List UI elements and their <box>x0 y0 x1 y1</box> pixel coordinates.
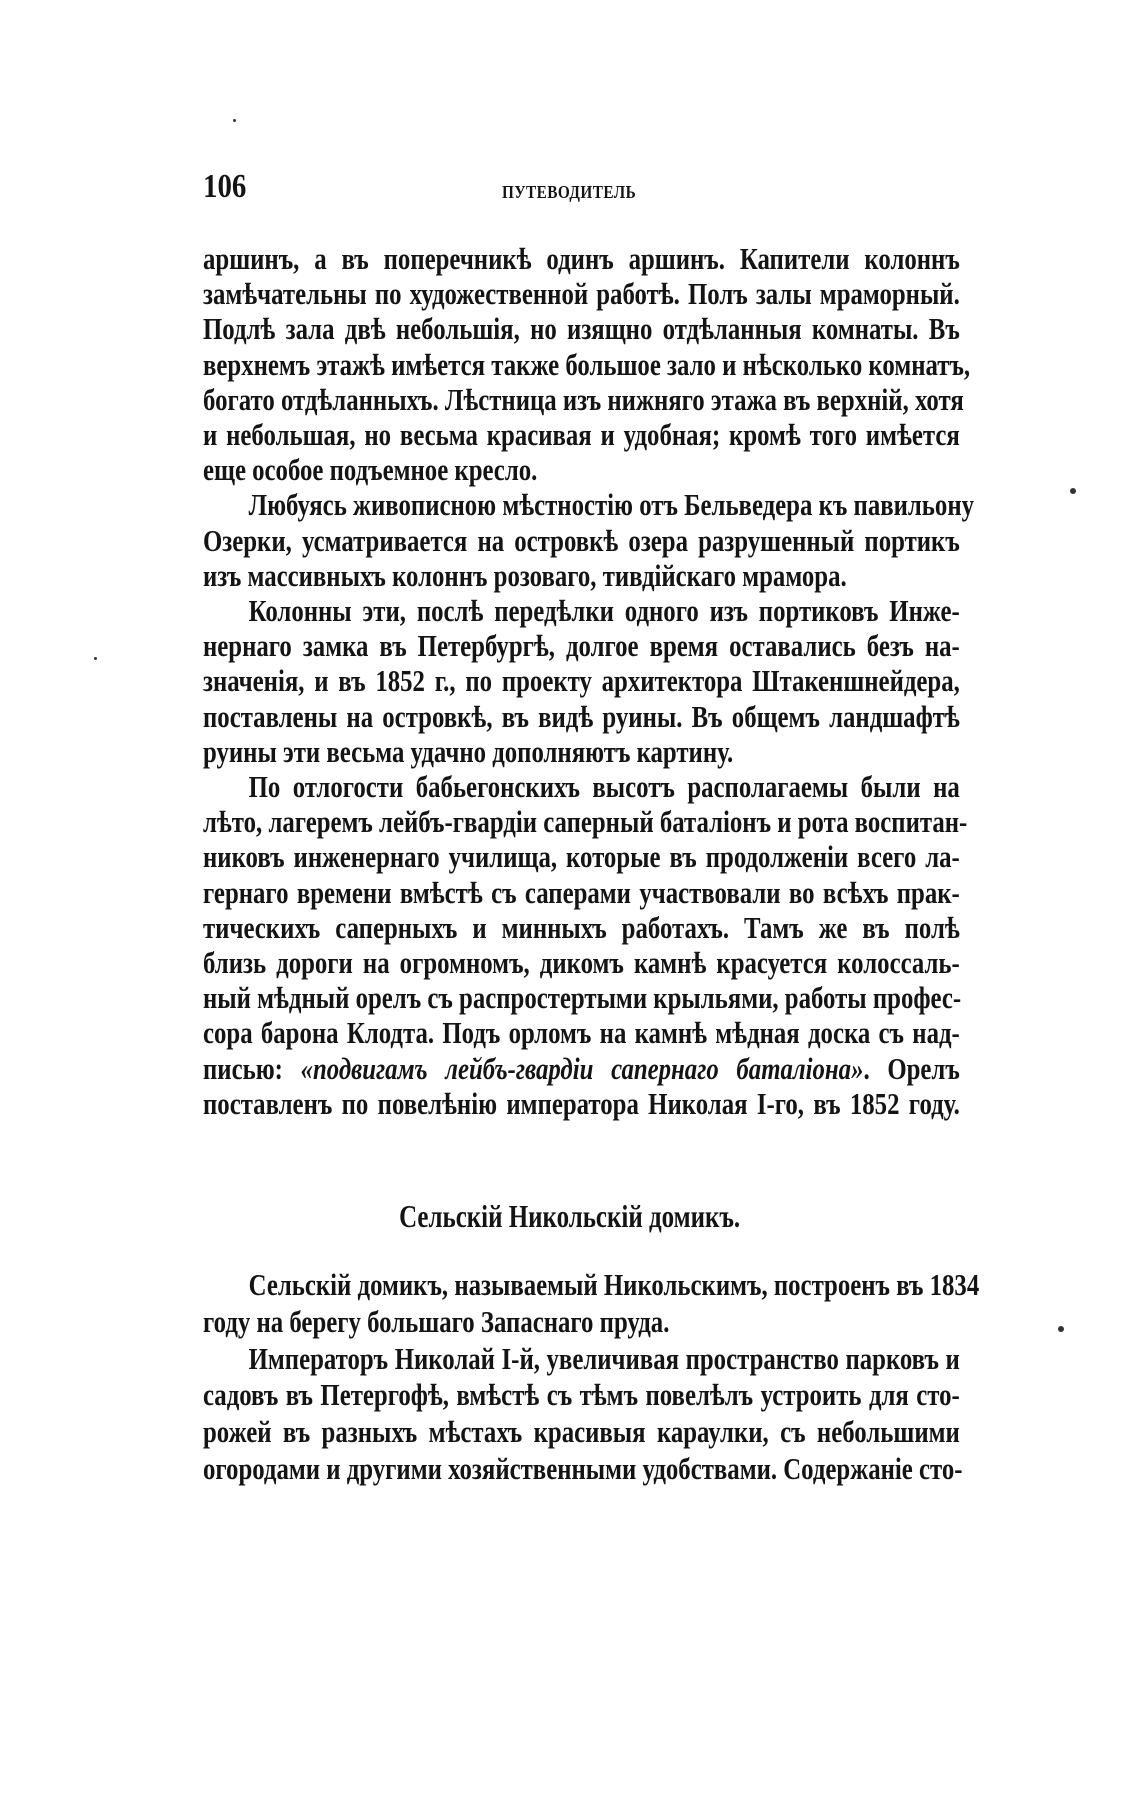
scan-speck <box>233 119 236 122</box>
text-line <box>203 769 960 804</box>
text-line <box>203 910 960 945</box>
line-text: Озерки, усматривается на островкѣ озера разрушенный портикъ <box>203 522 960 558</box>
text-line <box>203 452 960 487</box>
line-text: лѣто, лагеремъ лейбъ-гвардіи саперный баталіонъ и рота воспитан- <box>203 804 968 840</box>
scan-speck <box>1058 1326 1064 1332</box>
text-block-2 <box>203 1267 980 1488</box>
line-text: значенія, и въ 1852 г., по проекту архитектора Штакеншнейдера, <box>203 663 960 699</box>
line-text: еще особое подъемное кресло. <box>203 452 538 488</box>
text-line <box>203 417 960 452</box>
text-line <box>203 980 960 1015</box>
text-line <box>203 241 960 276</box>
text-line <box>203 1267 980 1304</box>
line-text: и небольшая, но весьма красивая и удобная; кромѣ того имѣется <box>203 417 960 453</box>
text-line <box>203 1450 963 1488</box>
text-line <box>203 1377 960 1414</box>
line-text: . Орелъ <box>863 1050 960 1086</box>
line-text: Сельскій домикъ, называемый Никольскимъ, построенъ въ 1834 <box>248 1267 980 1302</box>
text-line <box>203 734 960 769</box>
scan-speck <box>1070 488 1076 494</box>
text-line <box>203 558 960 593</box>
text-line <box>203 487 975 523</box>
running-title: ПУТЕВОДИТЕЛЬ <box>502 182 637 202</box>
text-line <box>203 1341 960 1378</box>
line-text: ный мѣдный орелъ съ распростертыми крыльями, работы профес- <box>203 980 962 1016</box>
line-text: руины эти весьма удачно дополняютъ картину. <box>203 733 734 769</box>
text-line <box>203 875 960 910</box>
line-text: поставленъ по повелѣнію императора Николая I-го, въ 1852 году. <box>203 1085 960 1121</box>
line-text: замѣчательны по художественной работѣ. Полъ залы мраморный. <box>203 276 960 312</box>
text-line <box>203 804 968 840</box>
text-line <box>203 1086 960 1121</box>
line-text: гернаго времени вмѣстѣ съ саперами участвовали во всѣхъ прак- <box>203 874 960 910</box>
text-line <box>203 593 960 628</box>
line-text: Любуясь живописною мѣстностію отъ Бельведера къ павильону <box>248 487 975 523</box>
text-line <box>203 276 960 311</box>
line-text: поставлены на островкѣ, въ видѣ руины. Въ общемъ ландшафтѣ <box>203 698 960 734</box>
text-line <box>203 1015 960 1050</box>
line-text: огородами и другими хозяйственными удобствами. Содержаніе сто- <box>203 1450 963 1486</box>
text-line <box>203 1051 960 1086</box>
text-line <box>203 1414 960 1451</box>
line-text: садовъ въ Петергофѣ, вмѣстѣ съ тѣмъ повелѣлъ устроить для сто- <box>203 1377 960 1413</box>
line-text: близь дороги на огромномъ, дикомъ камнѣ красуется колоссаль- <box>203 945 960 981</box>
text-line <box>203 945 960 980</box>
line-text: рожей въ разныхъ мѣстахъ красивыя караулки, съ небольшими <box>203 1414 960 1450</box>
line-text: сора барона Клодта. Подъ орломъ на камнѣ мѣдная доска съ над- <box>203 1015 960 1051</box>
line-text: Подлѣ зала двѣ небольшія, но изящно отдѣланныя комнаты. Въ <box>203 311 960 347</box>
text-line <box>203 699 960 734</box>
text-line <box>203 839 960 874</box>
line-text: году на берегу большаго Запаснаго пруда. <box>203 1303 670 1339</box>
line-text: аршинъ, а въ поперечникѣ одинъ аршинъ. Капители колоннъ <box>203 241 960 276</box>
line-text: нернаго замка въ Петербургѣ, долгое время оставались безъ на- <box>203 628 960 664</box>
line-text: верхнемъ этажѣ имѣется также большое зало и нѣсколько комнатъ, <box>203 346 971 382</box>
text-line <box>203 381 964 417</box>
section-heading <box>0 1198 1140 1235</box>
line-text: Колонны эти, послѣ передѣлки одного изъ портиковъ Инже- <box>248 593 960 629</box>
text-line <box>203 628 960 663</box>
text-line <box>203 1304 960 1341</box>
line-text: изъ массивныхъ колоннъ розоваго, тивдійскаго мрамора. <box>203 557 847 593</box>
line-text: тическихъ саперныхъ и минныхъ работахъ. Тамъ же въ полѣ <box>203 909 960 945</box>
section-heading-text: Сельскій Никольскій домикъ. <box>399 1198 741 1234</box>
line-text: По отлогости бабьегонскихъ высотъ располагаемы были на <box>248 769 960 805</box>
line-text: богато отдѣланныхъ. Лѣстница изъ нижняго этажа въ верхній, хотя <box>203 381 964 417</box>
scan-speck <box>94 657 97 660</box>
page-number: 106 <box>203 168 247 205</box>
text-line <box>203 311 960 346</box>
text-line <box>203 346 971 382</box>
text-line <box>203 523 960 558</box>
text-line <box>203 663 960 698</box>
italic-inscription: «подвигамъ лейбъ-гвардіи сапернаго баталіона» <box>300 1050 864 1086</box>
line-text: писью: <box>203 1050 301 1086</box>
line-text: Императоръ Николай I-й, увеличивая пространство парковъ и <box>248 1340 960 1376</box>
line-text: никовъ инженернаго училища, которые въ продолженіи всего ла- <box>203 839 960 875</box>
text-block-1 <box>203 241 975 1121</box>
